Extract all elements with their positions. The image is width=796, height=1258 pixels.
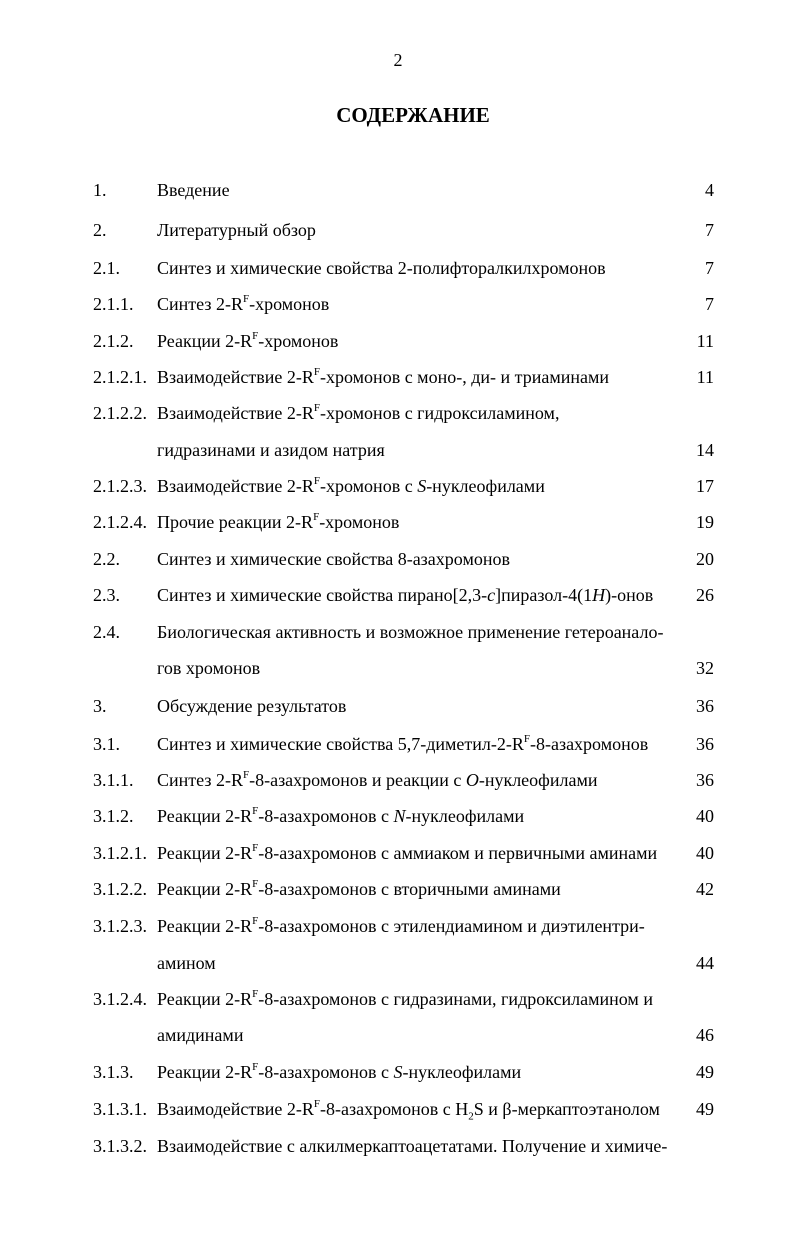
entry-number: 3.1. [93,734,120,754]
entry-page: 19 [696,512,714,532]
entry-number: 2.1. [93,258,120,278]
toc-entry-continuation [0,437,796,463]
toc-entry [0,803,796,829]
entry-number: 3.1.1. [93,770,134,790]
entry-page: 14 [696,440,714,460]
entry-number: 2.2. [93,549,120,569]
entry-title-continuation: гидразинами и азидом натрия [157,440,385,460]
entry-page: 26 [696,585,714,605]
toc-entry [0,913,796,939]
entry-page: 42 [696,879,714,899]
entry-title: Синтез $2-R^F-8$-азахромонов и реакции с O-нуклеофилами [157,769,598,790]
entry-title-continuation: амином [157,953,216,973]
toc-title: СОДЕРЖАНИЕ [336,103,490,127]
toc-entry [0,177,796,203]
entry-number: 3.1.2.4. [93,989,147,1009]
entry-title: Литературный обзор [157,220,316,240]
entry-title: Взаимодействие с алкилмеркаптоацетатами. Получение и химиче- [157,1136,668,1156]
entry-page: 36 [696,770,714,790]
toc-entry-continuation [0,950,796,976]
entry-title: Реакции $2-R^F-8$-азахромонов с этилендиамином и диэтилентри- [157,915,645,936]
toc-entry [0,1059,796,1085]
entry-title: Взаимодействие $2-R^F$-хромонов с гидроксиламином, [157,402,560,423]
entry-page: 40 [696,806,714,826]
entry-title: Реакции $2-R^F-8$-азахромонов с N-нуклеофилами [157,805,525,826]
toc-entry [0,731,796,757]
toc-entry [0,986,796,1012]
entry-page: 36 [696,734,714,754]
entry-title: Взаимодействие $2-R^F$-хромонов с S-нуклеофилами [157,475,545,496]
entry-title: Синтез и химические свойства $5,7-диметил-2-R^F-8$-азахромонов [157,733,649,754]
entry-title: Реакции $2-R^F-8$-азахромонов с аммиаком и первичными аминами [157,842,658,863]
toc-entry [0,473,796,499]
entry-title: Реакции $2-R^F-8$-азахромонов с S-нуклеофилами [157,1061,522,1082]
entry-title: Реакции $2-R^F-8$-азахромонов с гидразинами, гидроксиламином и [157,988,653,1009]
entry-page: 7 [705,258,714,278]
entry-number: 2.1.2.1. [93,367,147,387]
toc-entry [0,364,796,390]
entry-title: Синтез и химические свойства пирано[2,3-c]пиразол-4(1H)-онов [157,585,654,605]
entry-title: Синтез и химические свойства 2-полифторалкилхромонов [157,258,606,278]
entry-page: 46 [696,1025,714,1045]
entry-title-continuation: гов хромонов [157,658,261,678]
entry-title: Биологическая активность и возможное применение гетероанало- [157,622,664,642]
entry-number: 3. [93,696,107,716]
entry-page: 49 [696,1062,714,1082]
entry-number: 2. [93,220,107,240]
toc-entry [0,619,796,645]
entry-title: Прочие реакции $2-R^F$-хромонов [157,511,400,532]
entry-page: 11 [696,367,714,387]
entry-title: Взаимодействие $2-R^F$-хромонов с моно-, ди- и триаминами [157,366,609,387]
entry-title: Синтез и химические свойства 8-азахромонов [157,549,510,569]
entry-page: 20 [696,549,714,569]
entry-number: 3.1.3. [93,1062,134,1082]
entry-page: 40 [696,843,714,863]
entry-number: 1. [93,180,107,200]
toc-entry [0,1133,796,1159]
entry-page: 7 [705,294,714,314]
entry-number: 3.1.3.2. [93,1136,147,1156]
entry-number: 3.1.3.1. [93,1099,147,1119]
toc-entry [0,1096,796,1122]
entry-page: 36 [696,696,714,716]
toc-entry [0,876,796,902]
entry-number: 3.1.2.2. [93,879,147,899]
toc-entry [0,400,796,426]
entry-page: 17 [696,476,714,496]
entry-title-continuation: амидинами [157,1025,244,1045]
entry-page: 7 [705,220,714,240]
toc-entry [0,693,796,719]
entry-title: Реакции $2-R^F$-хромонов [157,330,339,351]
entry-number: 2.1.2.4. [93,512,147,532]
entry-number: 3.1.2.3. [93,916,147,936]
entry-number: 2.3. [93,585,120,605]
toc-entry [0,546,796,572]
entry-number: 3.1.2. [93,806,134,826]
toc-entry [0,767,796,793]
entry-number: 2.1.1. [93,294,134,314]
entry-number: 2.1.2. [93,331,134,351]
toc-entry [0,255,796,281]
entry-page: 49 [696,1099,714,1119]
toc-entry [0,582,796,608]
entry-number: 2.1.2.2. [93,403,147,423]
toc-entry [0,328,796,354]
toc-entry-continuation [0,1022,796,1048]
toc-entry [0,291,796,317]
toc-entry [0,509,796,535]
toc-entry-continuation [0,655,796,681]
page-number: 2 [393,50,403,70]
entry-page: 11 [696,331,714,351]
entry-title: Взаимодействие $2-R^F-8$-азахромонов с $H_2S$ и β-меркаптоэтанолом [157,1098,660,1123]
entry-title: Реакции $2-R^F-8$-азахромонов с вторичными аминами [157,878,561,899]
toc-entry [0,840,796,866]
entry-number: 2.4. [93,622,120,642]
entry-number: 2.1.2.3. [93,476,147,496]
toc-entry [0,217,796,243]
entry-title: Синтез $2-R^F$-хромонов [157,293,330,314]
entry-title: Введение [157,180,230,200]
entry-page: 44 [696,953,714,973]
entry-number: 3.1.2.1. [93,843,147,863]
entry-page: 32 [696,658,714,678]
entry-page: 4 [705,180,714,200]
entry-title: Обсуждение результатов [157,696,347,716]
